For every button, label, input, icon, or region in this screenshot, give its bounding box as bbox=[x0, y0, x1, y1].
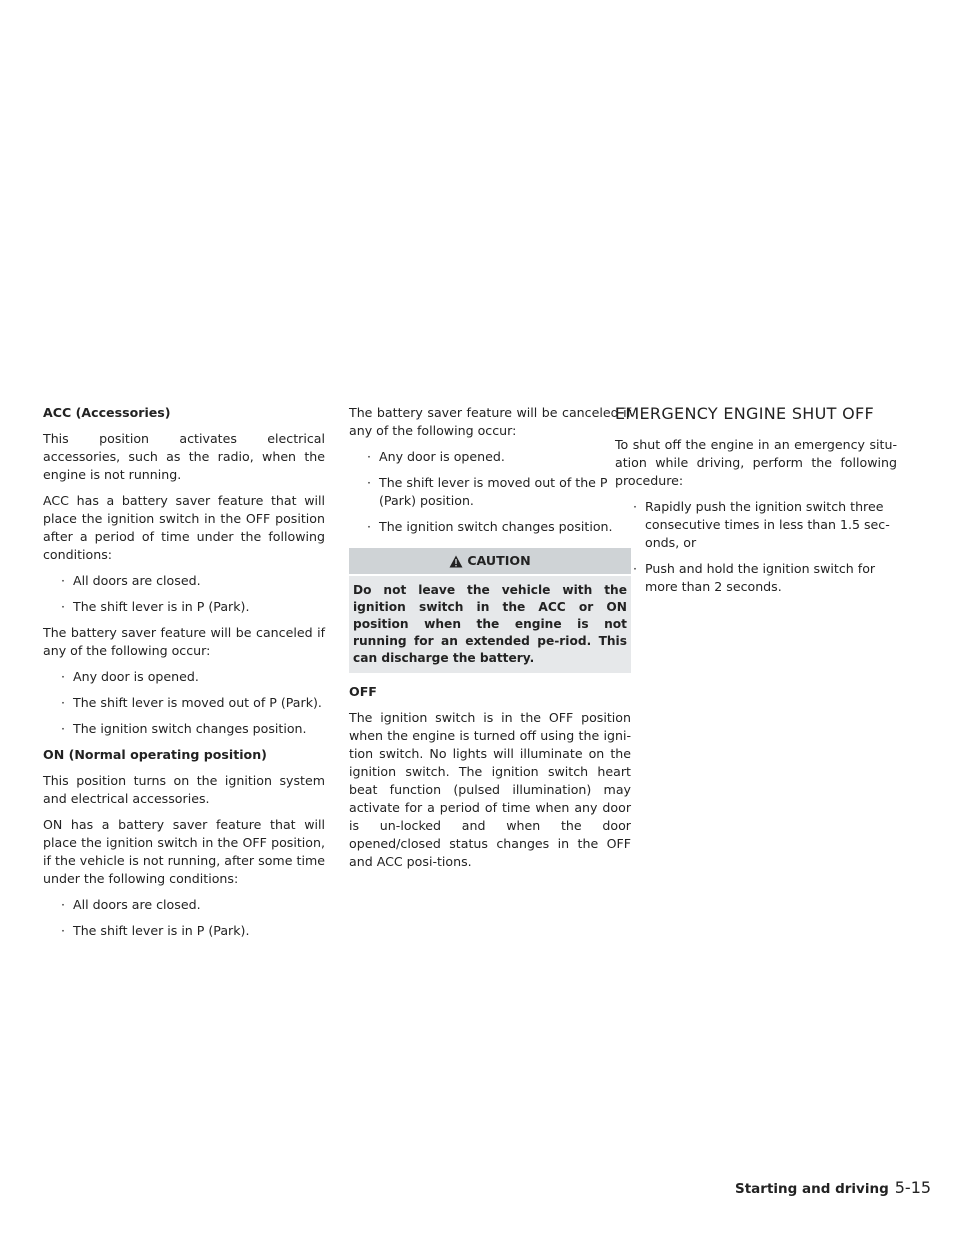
caution-text: Do not leave the vehicle with the ignition switch in the ACC or ON position when the engine is not running for an extended pe-riod. This can discharge the battery. bbox=[349, 576, 631, 673]
on-heading: ON (Normal operating position) bbox=[43, 747, 267, 762]
off-paragraph: The ignition switch is in the OFF position when the engine is turned off using the igni-tion switch. No lights will illuminate on the ignition switch. The ignition switch heart beat function (pulsed illumination) may activate for a period of time when any door is un-locked and when the door opened/closed status changes in the OFF and ACC posi-tions. bbox=[349, 710, 631, 869]
emergency-paragraph: To shut off the engine in an emergency situ-ation while driving, perform the following procedure: bbox=[615, 437, 897, 488]
warning-triangle-icon bbox=[449, 555, 463, 568]
on-paragraph-1: This position turns on the ignition system and electrical accessories. bbox=[43, 773, 325, 806]
emergency-steps-list bbox=[615, 498, 897, 596]
list-item: · The shift lever is moved out of P (Park). bbox=[43, 694, 325, 712]
footer-section-name: Starting and driving bbox=[735, 1181, 889, 1197]
on-conditions-list bbox=[43, 896, 325, 940]
list-item: · The ignition switch changes position. bbox=[43, 720, 325, 738]
list-item: · Any door is opened. bbox=[43, 668, 325, 686]
on-cancel-list bbox=[349, 448, 631, 536]
acc-paragraph-3: The battery saver feature will be canceled if any of the following occur: bbox=[43, 625, 325, 658]
on-paragraph-2: ON has a battery saver feature that will place the ignition switch in the OFF position, if the vehicle is not running, after some time under the following conditions: bbox=[43, 817, 325, 886]
on-paragraph-3: The battery saver feature will be canceled if any of the following occur: bbox=[349, 405, 631, 438]
list-item: · The shift lever is moved out of the P (Park) position. bbox=[349, 474, 631, 510]
list-item: · The ignition switch changes position. bbox=[349, 518, 631, 536]
acc-paragraph-2: ACC has a battery saver feature that will place the ignition switch in the OFF position after a period of time under the following conditions: bbox=[43, 493, 325, 562]
list-item: · The shift lever is in P (Park). bbox=[43, 922, 325, 940]
left-column bbox=[43, 404, 325, 948]
list-item: · The shift lever is in P (Park). bbox=[43, 598, 325, 616]
list-item: · Push and hold the ignition switch for more than 2 seconds. bbox=[615, 560, 897, 596]
acc-cancel-list bbox=[43, 668, 325, 738]
right-column bbox=[615, 404, 897, 604]
caution-box bbox=[349, 548, 631, 673]
acc-heading: ACC (Accessories) bbox=[43, 405, 171, 420]
caution-header bbox=[349, 548, 631, 574]
list-item: · All doors are closed. bbox=[43, 572, 325, 590]
page-number: 5-15 bbox=[894, 1178, 932, 1197]
middle-column bbox=[349, 404, 631, 879]
list-item: · All doors are closed. bbox=[43, 896, 325, 914]
list-item: · Rapidly push the ignition switch three consecutive times in less than 1.5 sec-onds, or bbox=[615, 498, 897, 552]
acc-paragraph-1: This position activates electrical accessories, such as the radio, when the engine is not running. bbox=[43, 431, 325, 482]
caution-label: CAUTION bbox=[467, 553, 531, 568]
list-item: · Any door is opened. bbox=[349, 448, 631, 466]
off-heading: OFF bbox=[349, 684, 377, 699]
acc-conditions-list bbox=[43, 572, 325, 616]
page-footer bbox=[735, 1178, 931, 1197]
section-title: EMERGENCY ENGINE SHUT OFF bbox=[615, 404, 874, 423]
